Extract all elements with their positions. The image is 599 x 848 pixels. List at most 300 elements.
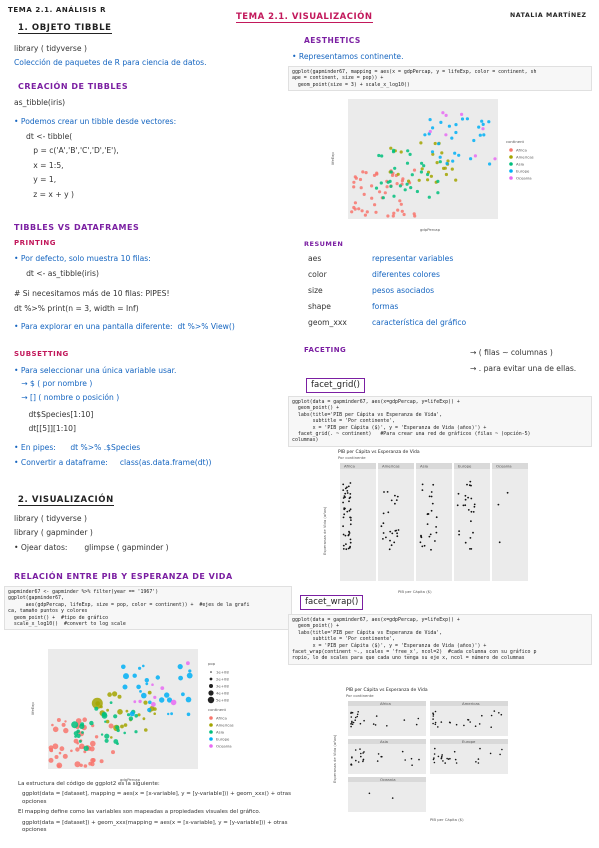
data-point	[105, 739, 109, 743]
data-point	[167, 713, 169, 715]
subsetting-line: • En pipes: dt %>% .$Species	[14, 443, 141, 453]
data-point	[143, 701, 147, 705]
section-objeto-tibble: 1. OBJETO TIBBLE	[18, 23, 112, 33]
data-point	[470, 498, 472, 500]
data-point	[478, 762, 480, 764]
data-point	[428, 196, 431, 199]
aesthetics-plot	[330, 95, 560, 235]
data-point	[360, 756, 362, 758]
data-point	[342, 489, 344, 491]
data-point	[355, 749, 357, 751]
data-point	[400, 203, 403, 206]
data-point	[186, 697, 192, 703]
summary-row	[308, 254, 466, 270]
data-point	[71, 721, 78, 728]
data-point	[402, 751, 404, 753]
facet-strip-label: Americas	[382, 463, 400, 469]
data-point	[123, 685, 128, 690]
data-point	[79, 724, 84, 729]
data-point	[364, 214, 367, 217]
data-point	[350, 723, 352, 725]
data-point	[454, 123, 457, 126]
data-point	[354, 208, 357, 211]
data-point	[448, 758, 450, 760]
data-point	[63, 754, 68, 759]
data-point	[398, 529, 400, 531]
data-point	[376, 715, 378, 717]
data-point	[382, 538, 384, 540]
data-point	[362, 761, 364, 763]
data-point	[53, 727, 59, 733]
data-point	[427, 523, 429, 525]
data-point	[481, 715, 483, 717]
data-point	[81, 731, 84, 734]
data-point	[474, 504, 476, 506]
data-point	[145, 682, 148, 685]
data-point	[494, 710, 496, 712]
data-point	[350, 482, 352, 484]
summary-row	[308, 286, 466, 302]
data-point	[395, 530, 397, 532]
data-point	[348, 486, 350, 488]
data-point	[381, 525, 383, 527]
section-visualizacion: 2. VISUALIZACIÓN	[18, 495, 114, 505]
data-point	[449, 722, 451, 724]
legend-label: Asia	[516, 161, 524, 167]
data-point	[436, 191, 439, 194]
data-point	[117, 709, 123, 715]
plot-panel	[348, 99, 498, 219]
data-point	[442, 760, 444, 762]
facet-strip-label: Oceania	[496, 463, 512, 469]
data-point	[454, 179, 457, 182]
legend-swatch	[209, 737, 213, 741]
pop-legend-label: 4e+08	[216, 690, 229, 696]
data-point	[457, 504, 459, 506]
data-point	[57, 764, 60, 767]
data-point	[465, 499, 467, 501]
pop-legend-swatch	[208, 697, 214, 703]
data-point	[362, 752, 364, 754]
data-point	[350, 523, 352, 525]
data-point	[153, 707, 157, 711]
data-point	[123, 732, 126, 735]
data-point	[352, 185, 355, 188]
data-point	[418, 718, 420, 720]
x-axis-label: PIB per Cápita ($)	[430, 817, 464, 822]
data-point	[62, 723, 66, 727]
data-point	[365, 171, 368, 174]
data-point	[418, 179, 421, 182]
data-point	[142, 665, 145, 668]
data-point	[416, 724, 418, 726]
facet-panel	[454, 469, 490, 581]
facet-panel	[348, 706, 426, 736]
legend-label: Americas	[216, 722, 234, 728]
data-point	[349, 493, 351, 495]
data-point	[432, 503, 434, 505]
data-point	[392, 195, 395, 198]
data-point	[188, 669, 191, 672]
tibble-bullet: • Podemos crear un tibble desde vectores:	[14, 117, 177, 126]
note-line: La estructura del código de ggplot2 es la siguiente:	[18, 781, 160, 787]
pop-legend-label: 3e+08	[216, 683, 229, 689]
data-point	[343, 517, 345, 519]
section-faceting: FACETING	[304, 346, 347, 354]
data-point	[346, 490, 348, 492]
facet-panel	[378, 469, 414, 581]
data-point	[187, 713, 191, 717]
data-point	[501, 749, 503, 751]
data-point	[454, 751, 456, 753]
x-axis-label: gdpPercap	[420, 227, 441, 232]
data-point	[139, 690, 142, 693]
data-point	[430, 175, 433, 178]
data-point	[53, 743, 59, 749]
facet-panel	[340, 469, 376, 581]
facet-plot-subtitle: Por continente	[346, 693, 374, 698]
data-point	[435, 711, 437, 713]
data-point	[426, 178, 429, 181]
data-point	[429, 496, 431, 498]
data-point	[398, 199, 401, 202]
data-point	[430, 549, 432, 551]
subsetting-line: • Para seleccionar una única variable usar.	[14, 366, 177, 375]
data-point	[359, 178, 362, 181]
data-point	[450, 137, 453, 140]
subsection-printing: PRINTING	[14, 239, 56, 247]
data-point	[151, 683, 154, 686]
data-point	[100, 759, 104, 763]
data-point	[373, 203, 376, 206]
data-point	[420, 170, 423, 173]
data-point	[129, 716, 133, 720]
data-point	[434, 540, 436, 542]
tibble-code-line: x = 1:5,	[26, 160, 64, 170]
data-point	[499, 754, 501, 756]
data-point	[464, 504, 466, 506]
data-point	[345, 543, 347, 545]
data-point	[456, 724, 458, 726]
data-point	[468, 719, 470, 721]
data-point	[461, 117, 464, 120]
data-point	[385, 537, 387, 539]
tibble-code-line: dt <- tibble(	[26, 132, 73, 141]
data-point	[377, 760, 379, 762]
facet-strip-label: Oceania	[380, 777, 396, 782]
data-point	[350, 508, 352, 510]
data-point	[59, 752, 62, 755]
data-point	[421, 167, 424, 170]
facet-plot-title: PIB per Cápita vs Esperanza de Vida	[338, 450, 420, 455]
relacion-code: gapminder67 <- gapminder %>% filter(year == '1967') ggplot(gapminder67, aes(gdpPercap, lifeExp, size = pop, color = continent)) + #ejes de la grafi ca, tamaño puntos y colores geom_point() + #tipo de gráfico scale_x_log10() #convert to log scale	[4, 586, 292, 630]
data-point	[170, 712, 173, 715]
data-point	[82, 717, 87, 722]
data-point	[435, 722, 437, 724]
data-point	[472, 532, 474, 534]
data-point	[434, 762, 436, 764]
data-point	[404, 188, 407, 191]
data-point	[441, 721, 443, 723]
facet-strip-label: Americas	[462, 701, 480, 706]
data-point	[145, 678, 149, 682]
data-point	[430, 534, 432, 536]
data-point	[355, 717, 357, 719]
data-point	[453, 152, 456, 155]
data-point	[144, 728, 148, 732]
data-point	[389, 185, 392, 188]
data-point	[403, 213, 406, 216]
data-point	[350, 519, 352, 521]
data-point	[436, 532, 438, 534]
data-point	[431, 496, 433, 498]
data-point	[431, 491, 433, 493]
data-point	[420, 541, 422, 543]
data-point	[427, 513, 429, 515]
data-point	[458, 534, 460, 536]
data-point	[386, 185, 389, 188]
summary-key: shape	[308, 302, 331, 311]
data-point	[463, 725, 465, 727]
data-point	[57, 718, 61, 722]
data-point	[342, 525, 344, 527]
pop-legend-swatch	[208, 690, 213, 695]
data-point	[466, 484, 468, 486]
data-point	[381, 756, 383, 758]
data-point	[396, 499, 398, 501]
subsetting-line: dt[[5]][1:10]	[14, 423, 76, 433]
as-tibble-line: as_tibble(iris)	[14, 98, 66, 107]
data-point	[439, 156, 442, 159]
data-point	[343, 545, 345, 547]
subsetting-line: → [] ( nombre o posición )	[14, 392, 120, 402]
data-point	[361, 209, 364, 212]
data-point	[479, 723, 481, 725]
facet-wrap-heading: facet_wrap()	[300, 595, 363, 610]
data-point	[350, 712, 352, 714]
data-point	[349, 532, 351, 534]
x-axis-label: PIB per Cápita ($)	[398, 589, 432, 594]
data-point	[375, 187, 378, 190]
data-point	[419, 141, 422, 144]
data-point	[346, 511, 348, 513]
continent-legend-title: continent	[208, 707, 226, 712]
aesthetics-bullet: • Representamos continente.	[292, 52, 404, 61]
data-point	[440, 151, 443, 154]
section-resumen: RESUMEN	[304, 240, 344, 248]
data-point	[153, 712, 156, 715]
data-point	[426, 173, 429, 176]
data-point	[84, 746, 89, 751]
data-point	[465, 542, 467, 544]
bubble-plot	[30, 645, 270, 785]
data-point	[441, 756, 443, 758]
data-point	[350, 726, 352, 728]
tibble-code-line: z = x + y )	[26, 189, 74, 199]
data-point	[470, 485, 472, 487]
data-point	[113, 714, 117, 718]
data-point	[352, 712, 354, 714]
data-point	[63, 728, 68, 733]
data-point	[413, 169, 416, 172]
data-point	[393, 542, 395, 544]
data-point	[126, 710, 129, 713]
data-point	[171, 700, 177, 706]
y-axis-label: lifeExp	[30, 702, 35, 715]
data-point	[420, 535, 422, 537]
data-point	[378, 753, 380, 755]
data-point	[444, 762, 446, 764]
data-point	[343, 507, 345, 509]
summary-key: size	[308, 286, 323, 295]
data-point	[441, 758, 443, 760]
data-point	[418, 759, 420, 761]
data-point	[432, 484, 434, 486]
data-point	[113, 739, 118, 744]
data-point	[411, 764, 413, 766]
data-point	[51, 724, 54, 727]
data-point	[136, 685, 141, 690]
data-point	[437, 142, 440, 145]
data-point	[353, 722, 355, 724]
notes-block	[18, 781, 291, 835]
data-point	[148, 701, 152, 705]
subsetting-line: • Convertir a dataframe: class(as.data.frame(dt))	[14, 457, 212, 467]
data-point	[466, 117, 469, 120]
data-point	[350, 210, 353, 213]
data-point	[74, 739, 79, 744]
summary-table	[308, 254, 466, 334]
data-point	[448, 125, 451, 128]
data-point	[441, 754, 443, 756]
data-point	[392, 212, 395, 215]
data-point	[64, 720, 66, 722]
data-point	[420, 162, 423, 165]
data-point	[110, 736, 113, 739]
header-left: TEMA 2.1. ANÁLISIS R	[8, 6, 107, 14]
subsection-subsetting: SUBSETTING	[14, 350, 69, 358]
data-point	[90, 746, 95, 751]
data-point	[124, 723, 128, 727]
data-point	[344, 493, 346, 495]
data-point	[115, 725, 119, 729]
section-tibbles-vs-dataframes: TIBBLES VS DATAFRAMES	[14, 223, 140, 232]
data-point	[387, 511, 389, 513]
data-point	[386, 725, 388, 727]
data-point	[383, 491, 385, 493]
summary-key: geom_xxx	[308, 318, 347, 327]
data-point	[498, 712, 500, 714]
data-point	[350, 542, 352, 544]
note-line: El mapping define como las variables son mapeadas a propiedades visuales del gráfico.	[18, 809, 261, 816]
facet-panel	[430, 706, 508, 736]
data-point	[370, 184, 373, 187]
data-point	[366, 210, 369, 213]
tibble-code	[26, 132, 119, 199]
data-point	[481, 127, 484, 130]
data-point	[153, 696, 156, 699]
data-point	[79, 740, 82, 743]
data-point	[156, 675, 160, 679]
data-point	[438, 756, 440, 758]
data-point	[90, 741, 96, 747]
data-point	[445, 114, 448, 117]
pop-legend-title: pop	[208, 661, 216, 666]
visualizacion-line: library ( gapminder )	[14, 528, 93, 538]
data-point	[451, 160, 454, 163]
data-point	[422, 164, 425, 167]
data-point	[404, 719, 406, 721]
data-point	[77, 734, 81, 738]
data-point	[490, 726, 492, 728]
data-point	[350, 517, 352, 519]
data-point	[55, 755, 59, 759]
data-point	[491, 715, 493, 717]
data-point	[433, 757, 435, 759]
data-point	[386, 214, 389, 217]
data-point	[348, 500, 350, 502]
library-tidyverse: library ( tidyverse )	[14, 44, 87, 53]
data-point	[431, 150, 434, 153]
data-point	[147, 708, 151, 712]
data-point	[75, 747, 79, 751]
data-point	[472, 139, 475, 142]
note-line: ggplot(data = [dataset], mapping = aes(x = [x-variable], y = [y-variable])) + geom_xxx() + otras opciones	[22, 791, 292, 805]
legend-label: Europe	[216, 736, 230, 742]
data-point	[118, 695, 122, 699]
summary-value: representar variables	[372, 254, 454, 263]
aesthetics-code: ggplot(gapminder67, mapping = aes(x = gdpPercap, y = lifeExp, color = continent, sh ape = continent, size = pop)) + geom_point(size = 3) + scale_x_log10()	[288, 66, 592, 91]
section-relacion-pib: RELACIÓN ENTRE PIB Y ESPERANZA DE VIDA	[14, 572, 233, 581]
data-point	[389, 147, 392, 150]
data-point	[475, 761, 477, 763]
continent-legend-title: continent	[506, 139, 524, 144]
data-point	[104, 721, 106, 723]
legend-swatch	[209, 716, 213, 720]
data-point	[134, 714, 138, 718]
data-point	[401, 210, 404, 213]
data-point	[109, 724, 114, 729]
facet-strip-label: Europe	[458, 463, 472, 469]
data-point	[391, 174, 394, 177]
data-point	[343, 497, 345, 499]
data-point	[432, 712, 434, 714]
data-point	[404, 759, 406, 761]
data-point	[411, 758, 413, 760]
data-point	[391, 500, 393, 502]
data-point	[436, 516, 438, 518]
tibble-code-line: y = 1,	[26, 175, 57, 185]
data-point	[49, 758, 54, 763]
data-point	[143, 717, 146, 720]
subsetting-line: dt$Species[1:10]	[14, 410, 94, 420]
data-point	[110, 701, 113, 704]
data-point	[437, 726, 439, 728]
data-point	[391, 533, 393, 535]
note-line: ggplot(data = [dataset]) + geom_xxx(mapping = aes(x = [x-variable], y = [y-variable])) + otras opciones	[22, 819, 288, 834]
pop-legend-swatch	[210, 671, 212, 673]
data-point	[396, 535, 398, 537]
facet-panel	[416, 469, 452, 581]
data-point	[449, 758, 451, 760]
data-point	[387, 181, 390, 184]
data-point	[102, 712, 107, 717]
data-point	[396, 209, 399, 212]
data-point	[407, 180, 410, 183]
data-point	[396, 532, 398, 534]
data-point	[363, 193, 366, 196]
data-point	[343, 513, 345, 515]
